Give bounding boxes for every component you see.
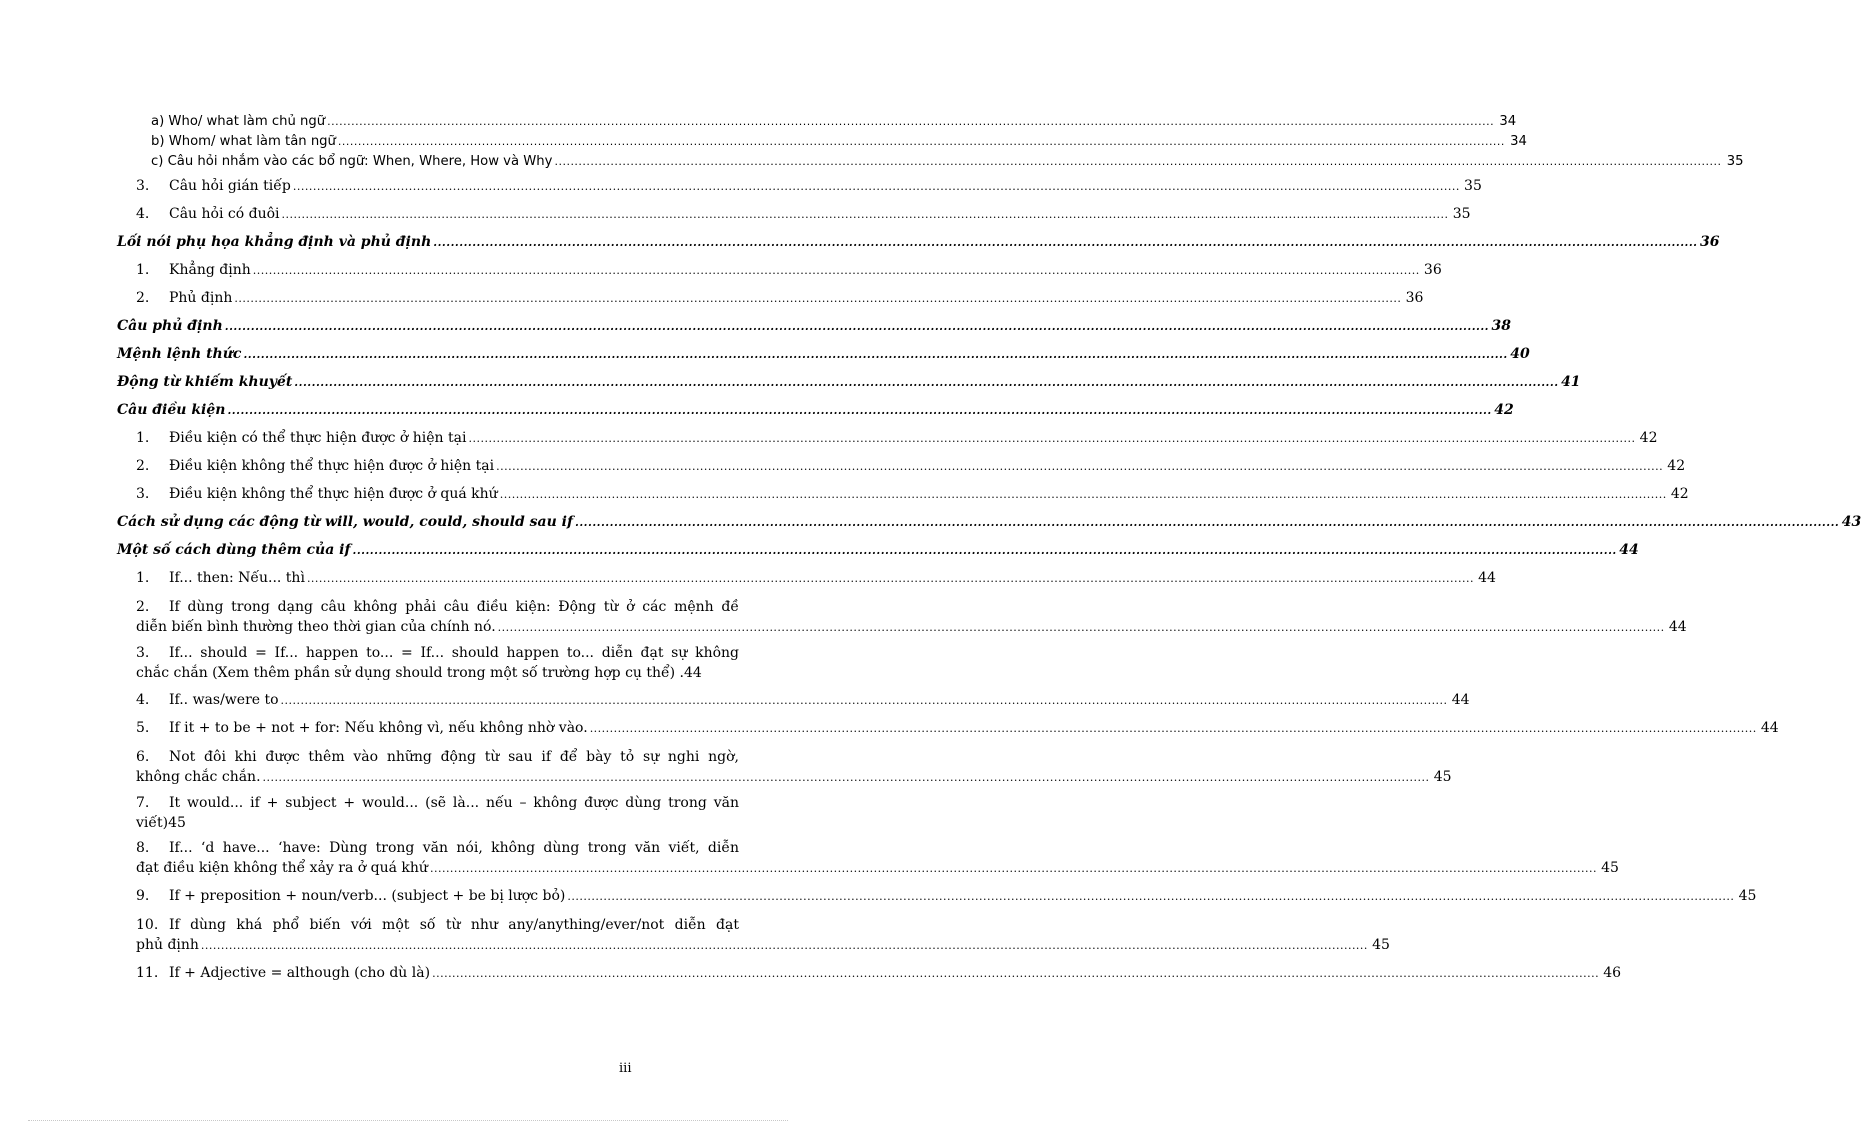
toc-entry-number: 7. [136, 795, 150, 811]
toc-entry-line [136, 935, 1390, 956]
toc-entry-page: 44 [1478, 570, 1496, 586]
toc-entry-text: Phủ định [169, 290, 233, 306]
toc-entry-page: 42 [1639, 430, 1658, 446]
toc-entry-text: If... ‘d have... ‘have: Dùng trong văn nói, không dùng trong văn viết, diễn [169, 840, 739, 856]
toc-entry-page: 34 [1510, 134, 1527, 149]
toc-entry-label [136, 200, 280, 228]
dot-leader [234, 285, 1401, 313]
toc-section-page: 41 [1561, 374, 1581, 390]
toc-entry-text: If dùng khá phổ biến với một số từ như any/anything/ever/not diễn đạt [169, 917, 739, 933]
toc-entry-page: 45 [1601, 860, 1619, 876]
toc-entry-page: 45 [168, 815, 186, 831]
toc-entry-text: Khẳng định [169, 262, 251, 278]
dot-leader [294, 369, 1558, 397]
toc-entry-label [136, 284, 232, 312]
toc-entry-page: 36 [1423, 262, 1442, 278]
toc-entry-label [136, 424, 466, 452]
toc-entry-text: Câu hỏi gián tiếp [169, 178, 291, 194]
dot-leader [282, 201, 1449, 229]
dot-leader [352, 537, 1616, 565]
toc-entry-text: If.. was/were to [169, 692, 279, 708]
toc-section-label: Lối nói phụ họa khẳng định và phủ định [117, 234, 432, 250]
toc-entry-line [136, 813, 739, 833]
toc-entry-text: diễn biến bình thường theo thời gian của chính nó. [136, 619, 496, 635]
dot-leader [201, 936, 1368, 956]
toc-entry[interactable] [117, 424, 1658, 452]
toc-entry-label: a) Who/ what làm chủ ngữ [151, 114, 326, 129]
toc-section-page: 43 [1841, 514, 1861, 530]
toc-entry[interactable] [117, 959, 1622, 987]
toc-entry[interactable] [117, 152, 1744, 172]
toc-entry-label [136, 564, 305, 592]
toc-entry[interactable] [117, 172, 1482, 200]
toc-entry-number: 5. [136, 720, 150, 736]
toc-entry-number: 11. [136, 965, 159, 981]
toc-section-label: Động từ khiếm khuyết [117, 374, 293, 390]
toc-entry-text: Điều kiện không thể thực hiện được ở quá khứ [169, 486, 498, 502]
toc-section-label: Một số cách dùng thêm của if [117, 542, 351, 558]
toc-entry-page: 35 [1726, 154, 1744, 169]
toc-entry-label: c) Câu hỏi nhắm vào các bổ ngữ: When, Where, How và Why [151, 154, 553, 169]
toc-entry[interactable] [117, 452, 1686, 480]
dot-leader [227, 397, 1491, 425]
toc-entry-text: If... then: Nếu... thì [169, 570, 305, 586]
toc-entry-number: 3. [136, 178, 150, 194]
toc-entry-line [136, 915, 739, 935]
toc-entry-page: 35 [1464, 178, 1482, 194]
toc-section-page: 42 [1494, 402, 1514, 418]
toc-section-label: Câu phủ định [117, 318, 223, 334]
dot-leader [498, 618, 1665, 638]
toc-entry-text: If it + to be + not + for: Nếu không vì, nếu không nhờ vào. [169, 720, 588, 736]
toc-entry-text: Câu hỏi có đuôi [169, 206, 280, 222]
toc-entry-page: 36 [1405, 290, 1424, 306]
table-of-contents [117, 112, 1861, 987]
toc-entry-label [136, 256, 251, 284]
toc-entry[interactable] [117, 714, 1779, 742]
toc-section[interactable] [117, 340, 1530, 368]
dot-leader [496, 453, 1663, 481]
toc-entry-text: Điều kiện không thể thực hiện được ở hiện tại [169, 458, 495, 474]
toc-entry-label [136, 452, 494, 480]
toc-entry-text: It would... if + subject + would... (sẽ là... nếu – không được dùng trong văn [169, 795, 739, 811]
toc-entry-page: 45 [1372, 937, 1390, 953]
toc-entry-page: 44 [684, 665, 702, 681]
toc-section[interactable] [117, 228, 1720, 256]
toc-entry-number: 2. [136, 458, 150, 474]
dot-leader [575, 509, 1839, 537]
toc-entry-number: 10. [136, 917, 159, 933]
toc-entry-page: 42 [1670, 486, 1689, 502]
toc-entry[interactable] [117, 284, 1424, 312]
toc-entry-page: 45 [1433, 769, 1452, 785]
toc-entry-text: If + Adjective = although (cho dù là) [169, 965, 431, 981]
dot-leader [307, 565, 1474, 593]
dot-leader [433, 229, 1697, 257]
page-number: iii [619, 1061, 632, 1076]
toc-section-page: 36 [1700, 234, 1720, 250]
toc-entry-label [136, 480, 498, 508]
footer-divider [28, 1120, 788, 1121]
toc-entry-number: 4. [136, 692, 150, 708]
toc-entry-number: 1. [136, 430, 150, 446]
toc-entry-page: 46 [1603, 965, 1622, 981]
toc-entry-line [136, 858, 1619, 879]
toc-entry-line [136, 643, 739, 663]
dot-leader [338, 132, 1505, 152]
toc-entry[interactable] [117, 838, 1619, 879]
dot-leader [243, 341, 1507, 369]
toc-section-page: 40 [1510, 346, 1530, 362]
toc-entry-line [136, 793, 739, 813]
toc-entry-number: 3. [136, 645, 150, 661]
toc-entry-number: 9. [136, 888, 150, 904]
dot-leader [567, 883, 1734, 911]
toc-entry-text: Điều kiện có thể thực hiện được ở hiện tại [169, 430, 467, 446]
dot-leader [430, 859, 1597, 879]
toc-section[interactable] [117, 368, 1581, 396]
dot-leader [432, 960, 1599, 988]
toc-entry-label [136, 959, 430, 987]
toc-entry-number: 2. [136, 599, 150, 615]
toc-entry[interactable] [117, 597, 1687, 638]
dot-leader [590, 715, 1757, 743]
toc-entry-text: If + preposition + noun/verb... (subject + be bị lược bỏ) [169, 888, 566, 904]
dot-leader [500, 481, 1667, 509]
toc-section-page: 38 [1491, 318, 1512, 334]
toc-entry-text: viết) [136, 815, 169, 831]
toc-entry-page: 44 [1760, 720, 1779, 736]
toc-entry[interactable] [117, 643, 739, 683]
toc-entry[interactable] [117, 256, 1442, 284]
toc-entry-page: 42 [1667, 458, 1686, 474]
dot-leader [293, 173, 1460, 201]
toc-entry-text: chắc chắn (Xem thêm phần sử dụng should trong một số trường hợp cụ thể) . [136, 665, 685, 681]
toc-entry-line [136, 663, 739, 683]
toc-entry-text: If dùng trong dạng câu không phải câu điều kiện: Động từ ở các mệnh đề [169, 599, 739, 615]
toc-entry-label [136, 714, 588, 742]
toc-entry-line [136, 597, 739, 617]
dot-leader [327, 112, 1494, 132]
toc-entry[interactable] [117, 480, 1689, 508]
toc-entry-number: 3. [136, 486, 150, 502]
toc-entry-page: 44 [1668, 619, 1687, 635]
toc-entry-text: không chắc chắn. [136, 769, 261, 785]
toc-entry[interactable] [117, 747, 1452, 788]
toc-entry-text: phủ định [136, 937, 199, 953]
toc-entry[interactable] [117, 915, 1390, 956]
dot-leader [263, 768, 1430, 788]
toc-entry-page: 45 [1738, 888, 1757, 904]
toc-entry[interactable] [117, 132, 1527, 152]
toc-entry-number: 6. [136, 749, 150, 765]
dot-leader [281, 687, 1448, 715]
toc-entry-page: 34 [1499, 114, 1517, 129]
toc-entry-text: đạt điều kiện không thể xảy ra ở quá khứ [136, 860, 428, 876]
toc-section[interactable] [117, 396, 1514, 424]
toc-entry-label [136, 882, 565, 910]
toc-entry-line [136, 617, 1687, 638]
dot-leader [554, 152, 1721, 172]
toc-entry[interactable] [117, 686, 1470, 714]
toc-entry-line [136, 747, 739, 767]
toc-entry-label [136, 172, 291, 200]
toc-entry-line [136, 838, 739, 858]
dot-leader [253, 257, 1420, 285]
toc-entry-line [136, 767, 1452, 788]
toc-section-page: 44 [1619, 542, 1639, 558]
toc-entry[interactable] [117, 882, 1757, 910]
toc-section-label: Cách sử dụng các động từ will, would, could, should sau if [117, 514, 573, 530]
toc-entry-page: 44 [1451, 692, 1470, 708]
toc-entry-number: 4. [136, 206, 150, 222]
toc-entry-page: 35 [1452, 206, 1471, 222]
toc-entry[interactable] [117, 200, 1471, 228]
toc-entry[interactable] [117, 112, 1517, 132]
toc-entry-text: Not đôi khi được thêm vào những động từ sau if để bày tỏ sự nghi ngờ, [169, 749, 739, 765]
toc-entry-number: 2. [136, 290, 150, 306]
toc-entry-number: 1. [136, 570, 150, 586]
toc-entry[interactable] [117, 564, 1496, 592]
toc-entry-text: If... should = If... happen to... = If... should happen to... diễn đạt sự không [169, 645, 739, 661]
toc-entry[interactable] [117, 793, 739, 833]
toc-section[interactable] [117, 508, 1861, 536]
dot-leader [468, 425, 1635, 453]
toc-section-label: Mệnh lệnh thức [117, 346, 242, 362]
toc-entry-label: b) Whom/ what làm tân ngữ [151, 134, 336, 149]
toc-section[interactable] [117, 312, 1512, 340]
toc-entry-number: 8. [136, 840, 150, 856]
dot-leader [225, 313, 1489, 341]
toc-entry-number: 1. [136, 262, 150, 278]
toc-entry-label [136, 686, 279, 714]
toc-section[interactable] [117, 536, 1639, 564]
toc-section-label: Câu điều kiện [117, 402, 226, 418]
